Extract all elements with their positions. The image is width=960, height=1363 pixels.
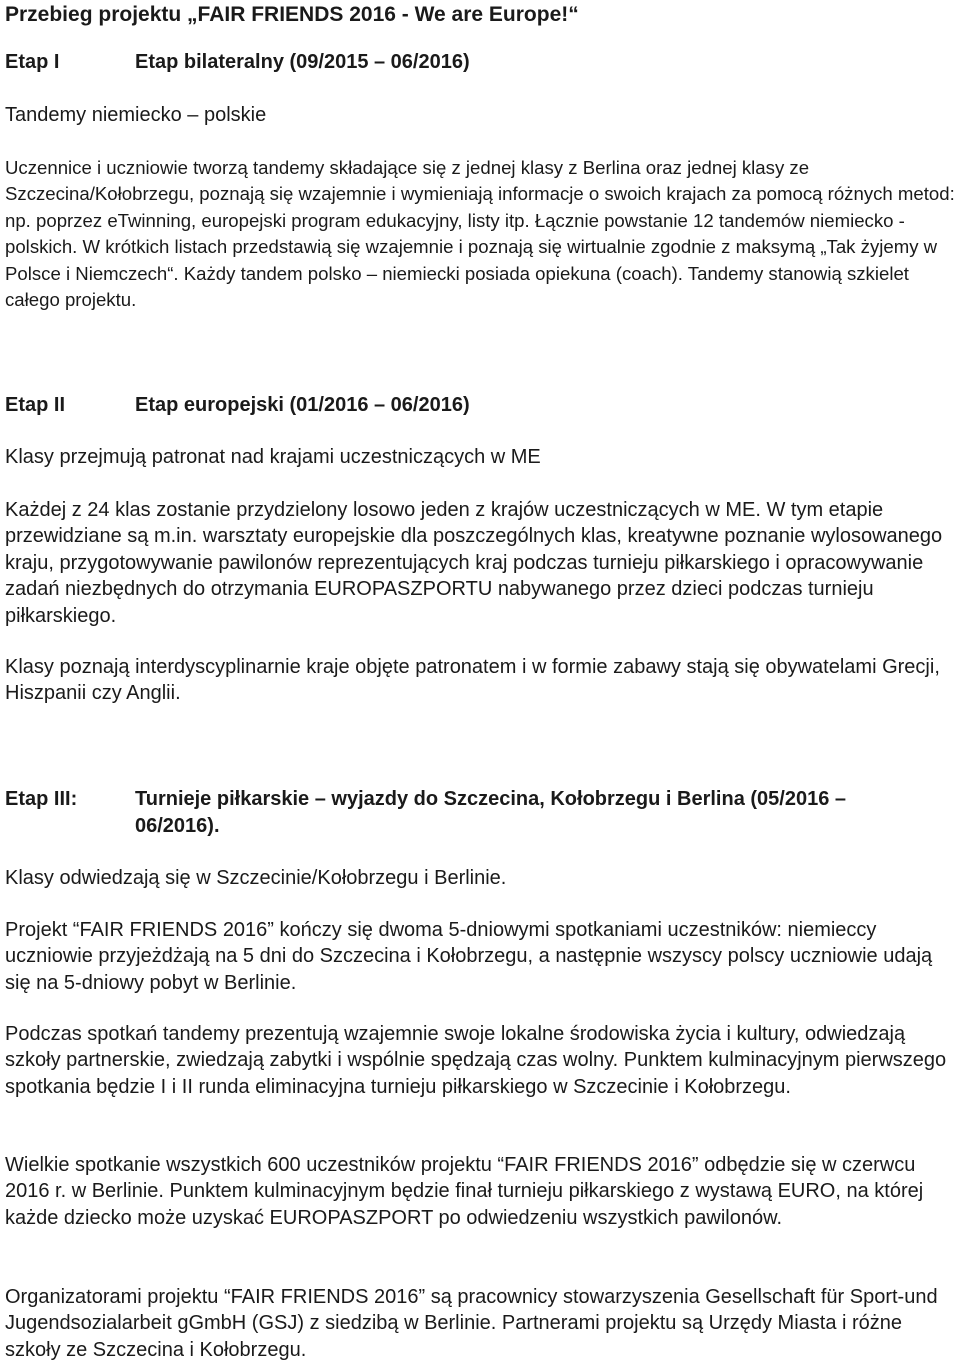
stage2-subtitle: Klasy przejmują patronat nad krajami uczestniczących w ME <box>5 446 541 468</box>
stage1-number: Etap I <box>5 51 60 73</box>
document-title: Przebieg projektu „FAIR FRIENDS 2016 - We are Europe!“ <box>5 3 579 26</box>
stage2-paragraph-2: Klasy poznają interdyscyplinarnie kraje objęte patronatem i w formie zabawy stają się obywatelami Grecji, Hiszpanii czy Anglii. <box>5 656 940 705</box>
stage3-name: Turnieje piłkarskie – wyjazdy do Szczecina, Kołobrzegu i Berlina (05/2016 – 06/2016). <box>135 788 847 837</box>
stage1-subtitle: Tandemy niemiecko – polskie <box>5 104 267 126</box>
stage3-paragraph-1: Projekt “FAIR FRIENDS 2016” kończy się dwoma 5-dniowymi spotkaniami uczestników: niemieccy uczniowie przyjeżdżają na 5 dni do Szczecina i Kołobrzegu, a następnie wszyscy polscy uczniowie udają się na 5-dniowy pobyt w Berlinie. <box>5 919 933 994</box>
stage3-subtitle: Klasy odwiedzają się w Szczecinie/Kołobrzegu i Berlinie. <box>5 867 507 889</box>
stage2-number: Etap II <box>5 394 66 416</box>
stage3-paragraph-2: Podczas spotkań tandemy prezentują wzajemnie swoje lokalne środowiska życia i kultury, odwiedzają szkoły partnerskie, zwiedzają zabytki i wspólnie spędzają czas wolny. Punktem kulminacyjnym pierwszego spotkania będzie I i II runda eliminacyjna turnieju piłkarskiego w Szczecinie i Kołobrzegu. <box>5 1023 947 1098</box>
stage2-name: Etap europejski (01/2016 – 06/2016) <box>135 394 470 416</box>
stage2-paragraph-1: Każdej z 24 klas zostanie przydzielony losowo jeden z krajów uczestniczących w ME. W tym etapie przewidziane są m.in. warsztaty europejskie dla poszczególnych klas, kreatywne poznanie wylosowanego kraju, przygotowywanie pawilonów reprezentujących kraj podczas turnieju piłkarskiego i opracowywanie zadań niezbędnych do otrzymania EUROPASZPORTU nabywanego przez dzieci podczas turnieju piłkarskiego. <box>5 499 943 627</box>
stage3-number: Etap III: <box>5 788 78 810</box>
stage1-name: Etap bilateralny (09/2015 – 06/2016) <box>135 51 470 73</box>
stage3-paragraph-3: Wielkie spotkanie wszystkich 600 uczestników projektu “FAIR FRIENDS 2016” odbędzie się w czerwcu 2016 r. w Berlinie. Punktem kulminacyjnym będzie finał turnieju piłkarskiego z wystawą EURO, na której każde dziecko może uzyskać EUROPASZPORT po odwiedzeniu wszystkich pawilonów. <box>5 1154 924 1229</box>
stage3-paragraph-4: Organizatorami projektu “FAIR FRIENDS 2016” są pracownicy stowarzyszenia Gesellschaft für Sport-und Jugendsozialarbeit gGmbH (GSJ) z siedzibą w Berlinie. Partnerami projektu są Urzędy Miasta i różne szkoły ze Szczecina i Kołobrzegu. <box>5 1286 938 1361</box>
stage1-paragraph-1: Uczennice i uczniowie tworzą tandemy składające się z jednej klasy z Berlina oraz jednej klasy ze Szczecina/Kołobrzegu, poznają się wzajemnie i wymieniają informacje o swoich krajach za pomocą różnych metod: np. poprzez eTwinning, europejski program edukacyjny, listy itp. Łącznie powstanie 12 tandemów niemiecko - polskich. W krótkich listach przedstawią się wzajemnie i poznają się wirtualnie zgodnie z maksymą „Tak żyjemy w Polsce i Niemczech“. Każdy tandem polsko – niemiecki posiada opiekuna (coach). Tandemy stanowią szkielet całego projektu. <box>5 157 955 311</box>
